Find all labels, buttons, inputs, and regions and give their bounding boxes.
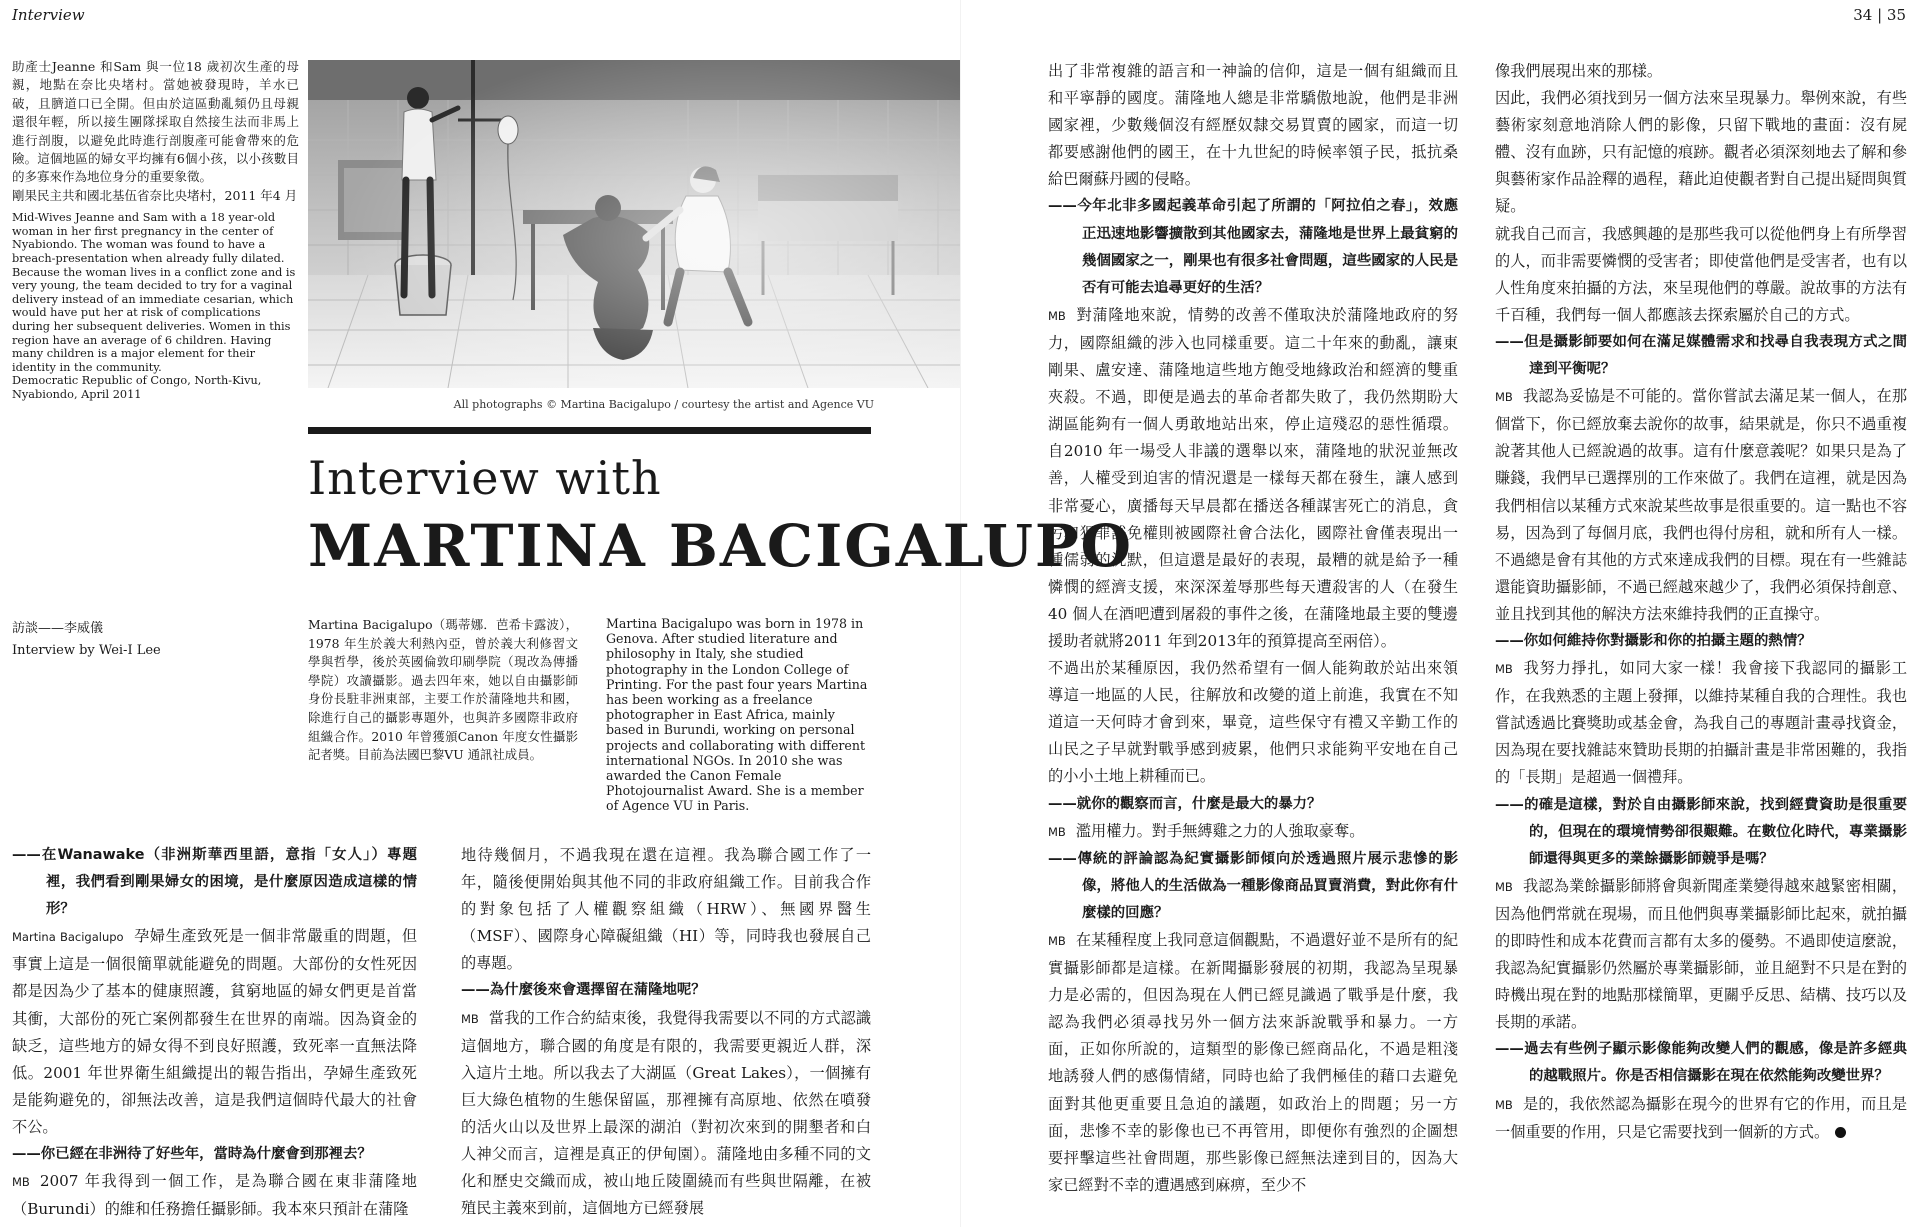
- speaker-label: MB: [1495, 1097, 1513, 1112]
- delivery-room-photo-illustration: [308, 60, 960, 388]
- answer-continued: 出了非常複雜的語言和一神論的信仰，這是一個有組織而且和平寧靜的國度。蒲隆地人總是非常驕傲地說，他們是非洲國家裡，少數幾個沒有經歷奴隸交易買賣的國家，而這一切都要感謝他們的國王，在十九世紀的時候率領子民，抵抗桑給巴爾蘇丹國的侵略。: [1048, 62, 1458, 189]
- answer: [12, 1168, 417, 1223]
- end-of-article-icon: [1835, 1127, 1846, 1138]
- byline-zh: 訪談——李威儀: [12, 621, 104, 636]
- answer-paragraph: 因此，我們必須找到另一個方法來呈現暴力。舉例來說，有些藝術家刻意地消除人們的影像，只留下戰地的畫面：沒有屍體、沒有血跡，只有記憶的痕跡。觀者必須深刻地去了解和參與藝術家作品詮釋的過程，藉此迫使觀者對自己提出疑問與質疑。: [1495, 89, 1907, 216]
- answer-continued: 像我們展現出來的那樣。: [1495, 62, 1663, 80]
- question: ——但是攝影師要如何在滿足媒體需求和找尋自我表現方式之間達到平衡呢？: [1495, 333, 1907, 378]
- body-column-2: [461, 842, 871, 1222]
- photo-caption-en: Mid-Wives Jeanne and Sam with a 18 year-old woman in her first pregnancy in the center of Nyabiondo. The woman was found to have a breach-presentation when already fully dilated. Because the woman lives in a conflict zone and is very young, the team decided to try for a vaginal delivery instead of an immediate cesarian, which would have put her at risk of complications during her subsequent deliveries. Women in this region have an average of 6 children. Having many children is a major element for their identity in the community.: [12, 211, 296, 374]
- answer-text: 當我的工作合約結束後，我覺得我需要以不同的方式認識這個地方，聯合國的角度是有限的，我需要更親近人群，深入這片土地。所以我去了大湖區（Great Lakes），一個擁有巨大綠色植物的生態保留區，那裡擁有高原地、依然在噴發的活火山以及世界上最深的湖泊（對初次來到的開墾者和白人神父而言，這裡是真正的伊甸園）。蒲隆地由多種不同的文化和歷史交織而成，被山地丘陵圍繞而有些與世隔離，在被殖民主義來到前，這個地方已經發展: [461, 1008, 871, 1218]
- question: ——今年北非多國起義革命引起了所謂的「阿拉伯之春」，效應正迅速地影響擴散到其他國家去，蒲隆地是世界上最貧窮的幾個國家之一，剛果也有很多社會問題，這些國家的人民是否有可能去追尋更好的生活？: [1048, 198, 1458, 296]
- speaker-label: MB: [1495, 879, 1513, 894]
- question: ——你如何維持你對攝影和你的拍攝主題的熱情？: [1495, 632, 1812, 649]
- answer: [1048, 927, 1458, 1199]
- speaker-label: MB: [461, 1011, 479, 1026]
- answer-text: 對蒲隆地來說，情勢的改善不僅取決於蒲隆地政府的努力，國際組織的涉入也同樣重要。這二十年來的動亂，讓東剛果、盧安達、蒲隆地這些地方飽受地緣政治和經濟的雙重夾殺。不過，即便是過去的革命者都失敗了，我仍然期盼大湖區能夠有一個人勇敢地站出來，停止這殘忍的惡性循環。自2010 年一場受人非議的選舉以來，蒲隆地的狀況並無改善，人權受到迫害的情況還是一樣每天都在發生，讓人感到非常憂心，廣播每天早晨都在播送各種謀害死亡的消息，貪污和犯罪豁免權則被國際社會合法化，國際社會僅表現出一種儒弱的沈默，但這還是最好的表現，最糟的就是給予一種憐憫的經濟支援，來深深羞辱那些每天遭殺害的人（在發生40 個人在酒吧遭到屠殺的事件之後，在蒲隆地最主要的雙邊援助者就將2011 年到2013年的預算提高至兩倍）。: [1048, 305, 1458, 650]
- answer-text: 2007 年我得到一個工作，是為聯合國在東非蒲隆地（Burundi）的維和任務擔任攝影師。我本來只預計在蒲隆: [12, 1172, 417, 1219]
- bio-zh: Martina Bacigalupo（瑪蒂娜．芭希卡露波），1978 年生於義大利熱內亞，曾於義大利修習文學與哲學，後於英國倫敦印刷學院（現改為傳播學院）攻讀攝影。過去四年來，她以自由攝影師身份長駐非洲東部，主要工作於蒲隆地共和國，除進行自己的攝影專題外，也與許多國際非政府組織合作。2010 年曾獲頒Canon 年度女性攝影記者獎。目前為法國巴黎VU 通訊社成員。: [308, 617, 578, 763]
- byline-en: Interview by Wei-I Lee: [12, 643, 161, 658]
- body-column-4: [1495, 58, 1907, 1146]
- section-header: Interview: [12, 6, 85, 24]
- body-column-1: [12, 842, 417, 1223]
- title-rule: [308, 427, 871, 434]
- title-line-1: Interview with: [308, 451, 662, 505]
- answer-continued: 地待幾個月，不過我現在還在這裡。我為聯合國工作了一年，隨後便開始與其他不同的非政府組織工作。目前我合作的對象包括了人權觀察組織（HRW）、無國界醫生（MSF）、國際身心障礙組織（HI）等，同時我也發展自己的專題。: [461, 846, 871, 973]
- title-line-2: MARTINA BACIGALUPO: [308, 512, 1134, 580]
- answer-paragraph: 不過出於某種原因，我仍然希望有一個人能夠敢於站出來領導這一地區的人民，往解放和改變的道上前進，我實在不知道這一天何時才會到來，畢竟，這些保守有禮又辛勤工作的山民之子早就對戰爭感到疲累，他們只求能夠平安地在自己的小小土地上耕種而已。: [1048, 659, 1458, 786]
- answer-text: 我認為妥協是不可能的。當你嘗試去滿足某一個人，在那個當下，你已經放棄去說你的故事，結果就是，你只不過重複說著其他人已經說過的故事。這有什麼意義呢？如果只是為了賺錢，我們早已選擇別的工作來做了。我們在這裡，就是因為我們相信以某種方式來說某些故事是很重要的。這一點也不容易，因為到了每個月底，我們也得付房租，就和所有人一樣。不過總是會有其他的方式來達成我們的目標。現在有一些雜誌還能資助攝影師，不過已經越來越少了，我們必須保持創意、並且找到其他的解決方法來維持我們的正直操守。: [1495, 387, 1907, 623]
- question: ——就你的觀察而言，什麼是最大的暴力？: [1048, 795, 1322, 812]
- answer-paragraph: 就我自己而言，我感興趣的是那些我可以從他們身上有所學習的人，而非需要憐憫的受害者；即使當他們是受害者，也有以人性角度來拍攝的方法，來呈現他們的尊嚴。說故事的方法有千百種，我們每一個人都應該去探索屬於自己的方式。: [1495, 224, 1907, 324]
- answer: [461, 1005, 871, 1223]
- question: ——在Wanawake（非洲斯華西里語，意指「女人」）專題裡，我們看到剛果婦女的困境，是什麼原因造成這樣的情形？: [12, 847, 417, 918]
- answer: [1495, 1091, 1907, 1146]
- answer: [1495, 383, 1907, 628]
- answer-text: 是的，我依然認為攝影在現今的世界有它的作用，而且是一個重要的作用，只是它需要找到一個新的方式。: [1495, 1094, 1907, 1141]
- photo-caption-zh-place: 剛果民主共和國北基伍省奈比央堵村，2011 年4 月: [12, 187, 298, 203]
- answer: [1495, 873, 1907, 1037]
- speaker-label: Martina Bacigalupo: [12, 930, 124, 945]
- page-numbers: 34 | 35: [1853, 6, 1906, 24]
- question: ——過去有些例子顯示影像能夠改變人們的觀感，像是許多經典的越戰照片。你是否相信攝影在現在依然能夠改變世界？: [1495, 1041, 1907, 1085]
- question: ——為什麼後來會選擇留在蒲隆地呢？: [461, 982, 706, 999]
- answer: [1048, 302, 1458, 655]
- byline: [12, 618, 161, 662]
- speaker-label: MB: [1495, 662, 1513, 677]
- feature-photo: [308, 60, 960, 388]
- answer-text: 我認為業餘攝影師將會與新聞產業變得越來越緊密相關，因為他們常就在現場，而且他們與專業攝影師比起來，就拍攝的即時性和成本花費而言都有太多的優勢。不過即使這麼說，我認為紀實攝影仍然屬於專業攝影師，並且絕對不只是在對的時機出現在對的地點那樣簡單，更關乎反思、結構、技巧以及長期的承諾。: [1495, 876, 1907, 1032]
- question: ——你已經在非洲待了好些年，當時為什麼會到那裡去？: [12, 1146, 372, 1163]
- answer-text: 孕婦生產致死是一個非常嚴重的問題，但事實上這是一個很簡單就能避免的問題。大部份的女性死因都是因為少了基本的健康照護，貧窮地區的婦女們更是首當其衝，大部份的死亡案例都發生在世界的南端。因為資金的缺乏，這些地方的婦女得不到良好照護，致死率一直無法降低。2001 年世界衛生組織提出的報告指出，孕婦生產致死是能夠避免的，卻無法改善，這是我們這個時代最大的社會不公。: [12, 927, 418, 1136]
- answer: [1495, 655, 1907, 791]
- speaker-label: MB: [1048, 824, 1066, 839]
- speaker-label: MB: [1048, 934, 1066, 948]
- answer: [1048, 818, 1458, 846]
- photo-caption: [12, 58, 299, 402]
- answer: [12, 923, 417, 1141]
- answer-text: 在某種程度上我同意這個觀點，不過還好並不是所有的紀實攝影師都是這樣。在新聞攝影發展的初期，我認為呈現暴力是必需的，但因為現在人們已經見識過了戰爭是什麼，我認為我們必須尋找另外一個方法來訴說戰爭和暴力。一方面，正如你所說的，這類型的影像已經商品化，不過是粗淺地誘發人們的感傷情緒，同時也給了我們極佳的藉口去避免面對其他更重要且急迫的議題，如政治上的問題；另一方面，悲慘不幸的影像也已不再管用，即便你有強烈的企圖想要抨擊這些社會問題，那些影像已經無法達到目的，因為大家已經對不幸的遭遇感到麻痹，至少不: [1048, 931, 1458, 1194]
- question: ——傳統的評論認為紀實攝影師傾向於透過照片展示悲慘的影像，將他人的生活做為一種影像商品買賣消費，對此你有什麼樣的回應？: [1048, 850, 1458, 921]
- question: ——的確是這樣，對於自由攝影師來說，找到經費資助是很重要的，但現在的環境情勢卻很艱難。在數位化時代，專業攝影師還得與更多的業餘攝影師競爭是嗎？: [1495, 796, 1907, 867]
- speaker-label: MB: [1495, 390, 1513, 405]
- photo-caption-en-place: Democratic Republic of Congo, North-Kivu, Nyabiondo, April 2011: [12, 374, 262, 401]
- answer-text: 我努力掙扎，如同大家一樣！我會接下我認同的攝影工作，在我熟悉的主題上發揮，以維持某種自我的合理性。我也嘗試透過比賽獎助或基金會，為我自己的專題計畫尋找資金，因為現在要找雜誌來贊助長期的拍攝計畫是非常困難的，我指的「長期」是超過一個禮拜。: [1495, 659, 1907, 787]
- speaker-label: MB: [1048, 308, 1066, 323]
- answer-text: 濫用權力。對手無縛雞之力的人強取豪奪。: [1075, 821, 1365, 840]
- body-column-3: [1048, 58, 1458, 1199]
- photo-credit: All photographs © Martina Bacigalupo / courtesy the artist and Agence VU: [453, 398, 874, 411]
- bio-en: Martina Bacigalupo was born in 1978 in Genova. After studied literature and philosophy in Italy, she studied photography in the London College of Printing. For the past four years Martina has been working as a freelance photographer in East Africa, mainly based in Burundi, working on personal projects and collaborating with different international NGOs. In 2010 she was awarded the Canon Female Photojournalist Award. She is a member of Agence VU in Paris.: [606, 616, 868, 814]
- page-spine: [960, 0, 961, 1227]
- photo-caption-zh: 助產士Jeanne 和Sam 與一位18 歲初次生產的母親，地點在奈比央堵村。當她被發現時，羊水已破，且臍道口已全開。但由於這區動亂頻仍且母親還很年輕，所以接生團隊採取自然接生法而非馬上進行剖腹，以避免此時進行剖腹產可能會帶來的危險。這個地區的婦女平均擁有6個小孩，以小孩數目的多寡來作為地位身分的重要象徵。: [12, 59, 299, 185]
- speaker-label: MB: [12, 1175, 30, 1190]
